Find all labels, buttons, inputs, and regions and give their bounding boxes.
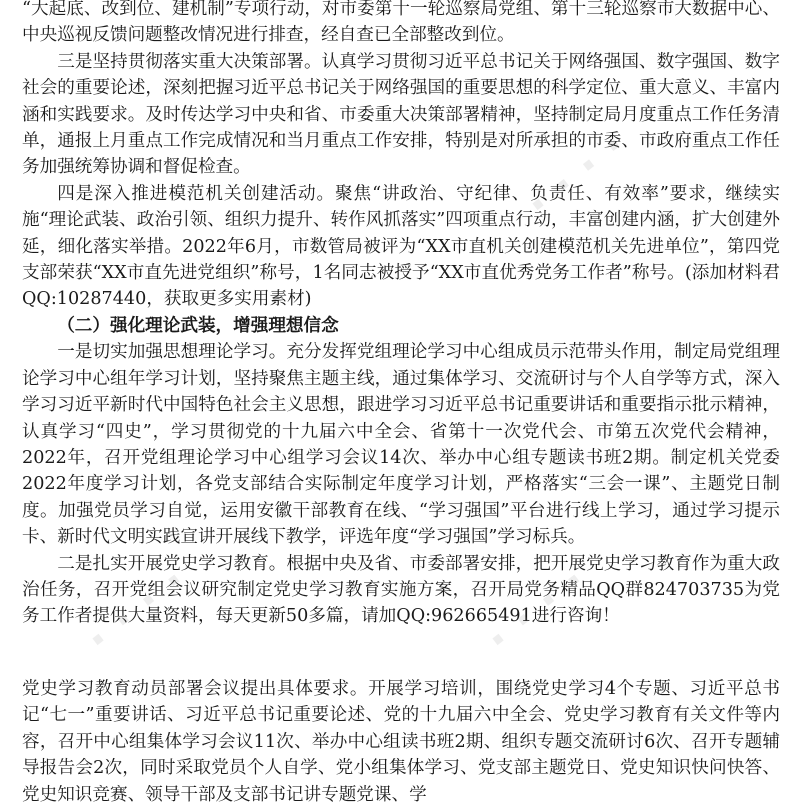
paragraph-two: 二是扎实开展党史学习教育。根据中央及省、市委部署安排，把开展党史学习教育作为重大政治任务，召开党组会议研究制定党史学习教育实施方案，召开局党务精品QQ群824703735为党务工作者提供大量资料，每天更新50多篇，请加QQ:962665491进行咨询！ bbox=[22, 553, 780, 627]
watermark: · · · · bbox=[516, 120, 637, 231]
document-text-lower bbox=[22, 676, 780, 808]
paragraph-four: 四是深入推进模范机关创建活动。聚焦“讲政治、守纪律、负责任、有效率”要求，继续实施“理论武装、政治引领、组织力提升、转作风抓落实”四项重点行动，丰富创建内涵，扩大创建外延，细化落实举措。2022年6月，市数管局被评为“XX市直机关创建模范机关先进单位”，第四党支部荣获“XX市直先进党组织”称号，1名同志被授予“XX市直优秀党务工作者”称号。(添加材料君QQ:10287440，获取更多实用素材) bbox=[22, 183, 780, 310]
section-heading: （二）强化理论武装，增强理想信念 bbox=[57, 314, 339, 336]
document-text-upper bbox=[22, 0, 780, 630]
watermark: · · · · bbox=[476, 555, 597, 666]
paragraph-intro-tail: “大起底、改到位、建机制”专项行动，对市委第十一轮巡察局党组、第十三轮巡察市大数据中心、中央巡视反馈问题整改情况进行排查，经自查已全部整改到位。 bbox=[22, 0, 780, 46]
watermark: · · · · bbox=[76, 555, 197, 666]
paragraph-continuation: 党史学习教育动员部署会议提出具体要求。开展学习培训，围绕党史学习4个专题、习近平总书记“七一”重要讲话、习近平总书记重要论述、党的十九届六中全会、党史学习教育有关文件等内容，召开中心组集体学习会议11次、举办中心组读书班2期、组织专题交流研讨6次、召开专题辅导报告会2次，同时采取党员个人自学、党小组集体学习、党支部主题党日、党史知识快问快答、党史知识竞赛、领导干部及支部书记讲专题党课、学 bbox=[22, 679, 780, 805]
paragraph-three: 三是坚持贯彻落实重大决策部署。认真学习贯彻习近平总书记关于网络强国、数字强国、数字社会的重要论述，深刻把握习近平总书记关于网络强国的重要思想的科学定位、重大意义、丰富内涵和实践要求。及时传达学习中央和省、市委重大决策部署精神，坚持制定局月度重点工作任务清单，通报上月重点工作完成情况和当月重点工作安排，特别是对所承担的市委、市政府重点工作任务加强统筹协调和督促检查。 bbox=[22, 51, 780, 178]
paragraph-one: 一是切实加强思想理论学习。充分发挥党组理论学习中心组成员示范带头作用，制定局党组理论学习中心组年学习计划，坚持聚焦主题主线，通过集体学习、交流研讨与个人自学等方式，深入学习习近平新时代中国特色社会主义思想，跟进学习习近平总书记重要讲话和重要指示批示精神，认真学习“四史”，学习贯彻党的十九届六中全会、省第十一次党代会、市第五次党代会精神，2022年，召开党组理论学习中心组学习会议14次、举办中心组专题读书班2期。制定机关党委2022年度学习计划，各党支部结合实际制定年度学习计划，严格落实“三会一课”、主题党日制度。加强党员学习自觉，运用安徽干部教育在线、“学习强国”平台进行线上学习，通过学习提示卡、新时代文明实践宣讲开展线下教学，评选年度“学习强国”学习标兵。 bbox=[22, 342, 780, 548]
